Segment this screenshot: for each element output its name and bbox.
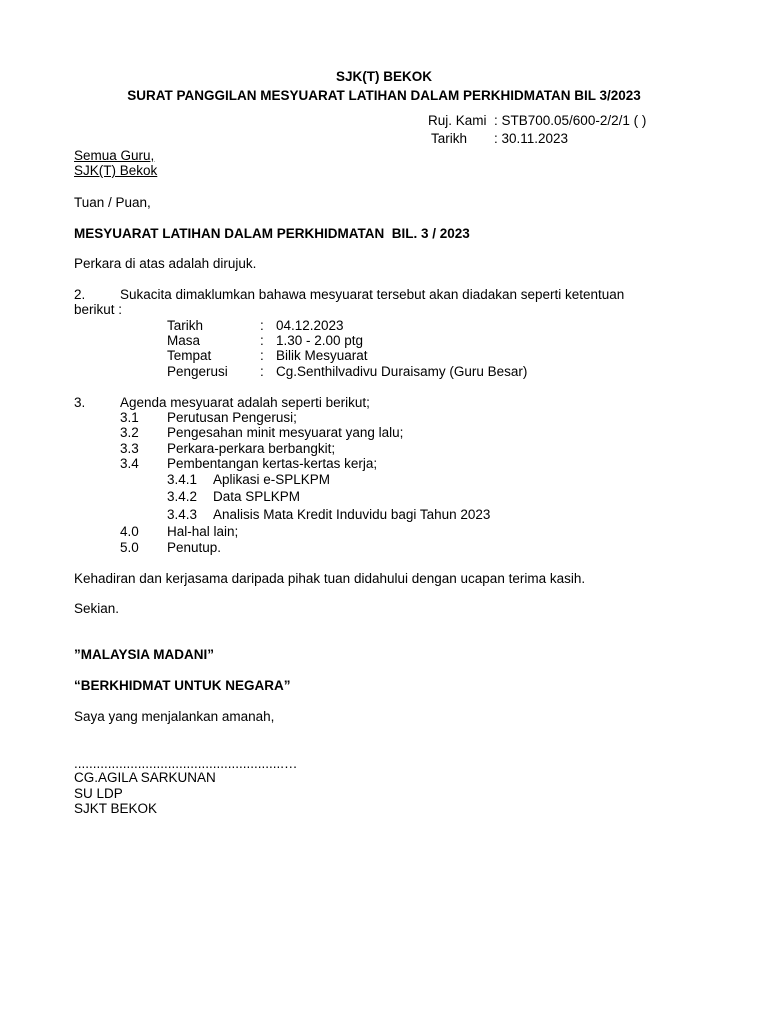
signature-line: ........................................................… [74,756,298,771]
agenda-number: 3. [74,395,86,410]
agenda-item-number: 5.0 [120,540,139,555]
agenda-item-number: 3.1 [120,410,139,425]
agenda-item-number: 3.4 [120,456,139,471]
agenda-item-text: Pembentangan kertas-kertas kerja; [167,456,378,471]
closing-paragraph: Kehadiran dan kerjasama daripada pihak tuan didahului dengan ucapan terima kasih. [74,571,586,586]
letter-title: SURAT PANGGILAN MESYUARAT LATIHAN DALAM PERKHIDMATAN BIL 3/2023 [127,88,641,103]
detail-colon: : [260,318,264,333]
para-2-cont: berikut : [74,302,123,317]
salutation: Tuan / Puan, [74,195,151,210]
detail-label: Masa [167,333,201,348]
agenda-subitem-text: Aplikasi e-SPLKPM [213,472,331,487]
sekian: Sekian. [74,601,120,616]
para-1: Perkara di atas adalah dirujuk. [74,256,257,271]
amanah-line: Saya yang menjalankan amanah, [74,709,275,724]
agenda-item-text: Penutup. [167,540,222,555]
agenda-item-number: 3.3 [120,441,139,456]
agenda-item-text: Perutusan Pengerusi; [167,410,297,425]
tarikh-value: : 30.11.2023 [494,131,569,146]
signatory-org: SJKT BEKOK [74,801,158,816]
detail-colon: : [260,364,264,379]
signatory-role: SU LDP [74,786,123,801]
recipient-line2: SJK(T) Bekok [74,163,158,178]
detail-value: Bilik Mesyuarat [276,348,368,363]
detail-colon: : [260,333,264,348]
agenda-item-number: 3.2 [120,425,139,440]
motto-berkhidmat: “BERKHIDMAT UNTUK NEGARA” [74,678,291,693]
detail-label: Tarikh [167,318,204,333]
tarikh-label: Tarikh [431,131,468,146]
school-name: SJK(T) BEKOK [335,69,432,84]
agenda-subitem-number: 3.4.3 [167,507,198,522]
detail-colon: : [260,348,264,363]
para-2-text: Sukacita dimaklumkan bahawa mesyuarat tersebut akan diadakan seperti ketentuan [120,287,625,302]
ruj-label: Ruj. Kami [428,113,487,128]
ruj-value: : STB700.05/600-2/2/1 ( ) [494,113,647,128]
agenda-item-text: Hal-hal lain; [167,524,239,539]
agenda-subitem-number: 3.4.2 [167,489,198,504]
agenda-subitem-text: Analisis Mata Kredit Induvidu bagi Tahun 2023 [213,507,491,522]
agenda-item-number: 4.0 [120,524,139,539]
motto-madani: ”MALAYSIA MADANI” [74,647,215,662]
subject: MESYUARAT LATIHAN DALAM PERKHIDMATAN BIL. 3 / 2023 [74,226,470,241]
detail-value: Cg.Senthilvadivu Duraisamy (Guru Besar) [276,364,528,379]
agenda-subitem-number: 3.4.1 [167,472,198,487]
detail-value: 04.12.2023 [276,318,344,333]
signatory-name: CG.AGILA SARKUNAN [74,770,216,785]
agenda-intro: Agenda mesyuarat adalah seperti berikut; [120,395,370,410]
detail-value: 1.30 - 2.00 ptg [276,333,364,348]
detail-label: Tempat [167,348,212,363]
agenda-item-text: Pengesahan minit mesyuarat yang lalu; [167,425,404,440]
para-2-number: 2. [74,287,86,302]
agenda-subitem-text: Data SPLKPM [213,489,301,504]
recipient-line1: Semua Guru, [74,148,155,163]
detail-label: Pengerusi [167,364,228,379]
agenda-item-text: Perkara-perkara berbangkit; [167,441,336,456]
